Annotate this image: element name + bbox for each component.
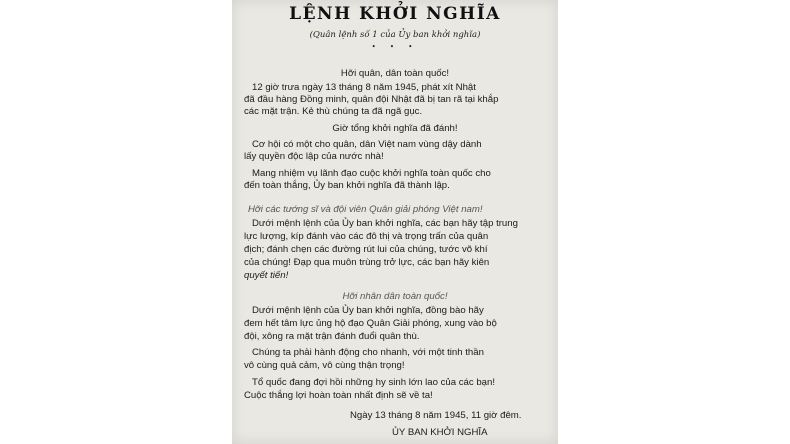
date-line: Ngày 13 tháng 8 năm 1945, 11 giờ đêm. — [350, 410, 522, 421]
heading-line: Giờ tổng khởi nghĩa đã đánh! — [332, 123, 458, 134]
body-line: 12 giờ trưa ngày 13 tháng 8 năm 1945, phát xít Nhật — [252, 82, 476, 93]
body-line: Dưới mệnh lệnh của Ủy ban khởi nghĩa, các bạn hãy tập trung — [252, 218, 518, 229]
body-line: lực lượng, kíp đánh vào các đô thị và trọng trấn của quân — [244, 231, 489, 242]
body-line: của chúng! Đạp qua muôn trùng trở lực, các bạn hãy kiên — [244, 257, 490, 268]
document-page — [232, 0, 558, 444]
body-line: quyết tiến! — [244, 270, 289, 281]
body-line: Cuộc thắng lợi hoàn toàn nhất định sẽ về ta! — [244, 390, 433, 401]
signature-line: ỦY BAN KHỞI NGHĨA — [392, 427, 488, 438]
document-title: LỆNH KHỞI NGHĨA — [289, 4, 501, 24]
body-line: đem hết tâm lực ủng hộ đạo Quân Giải phóng, xung vào bộ — [244, 318, 497, 329]
body-line: đến toàn thắng, Ủy ban khởi nghĩa đã thành lập. — [244, 180, 450, 191]
ornament-dots: • • • — [371, 43, 419, 51]
body-line: Chúng ta phải hành động cho nhanh, với một tinh thần — [252, 347, 484, 358]
body-line: địch; đánh chẹn các đường rút lui của chúng, tước võ khí — [244, 244, 488, 255]
document-subtitle: (Quân lệnh số 1 của Ủy ban khởi nghĩa) — [309, 30, 481, 40]
body-line: Mang nhiệm vụ lãnh đạo cuộc khởi nghĩa toàn quốc cho — [252, 168, 491, 179]
address-line: Hỡi nhân dân toàn quốc! — [342, 291, 448, 302]
address-line: Hỡi các tướng sĩ và đội viên Quân giải phóng Việt nam! — [248, 204, 483, 215]
body-line: Dưới mệnh lệnh của Ủy ban khởi nghĩa, đồng bào hãy — [252, 305, 484, 316]
body-line: đã đầu hàng Đồng minh, quân đội Nhật đã bị tan rã tại khắp — [244, 94, 499, 105]
body-line: vô cùng quả cảm, vô cùng thận trọng! — [244, 360, 405, 371]
greeting-line: Hỡi quân, dân toàn quốc! — [340, 68, 450, 79]
body-line: các mặt trận. Kẻ thù chúng ta đã ngã gục. — [244, 106, 423, 117]
body-line: Tổ quốc đang đợi hồi những hy sinh lớn lao của các bạn! — [252, 377, 496, 388]
body-line: lấy quyền độc lập của nước nhà! — [244, 151, 384, 162]
body-line: Cơ hội có một cho quân, dân Việt nam vùng dậy dành — [252, 139, 482, 150]
body-line: đội, xông ra mặt trận đánh đuổi quân thù. — [244, 331, 420, 342]
